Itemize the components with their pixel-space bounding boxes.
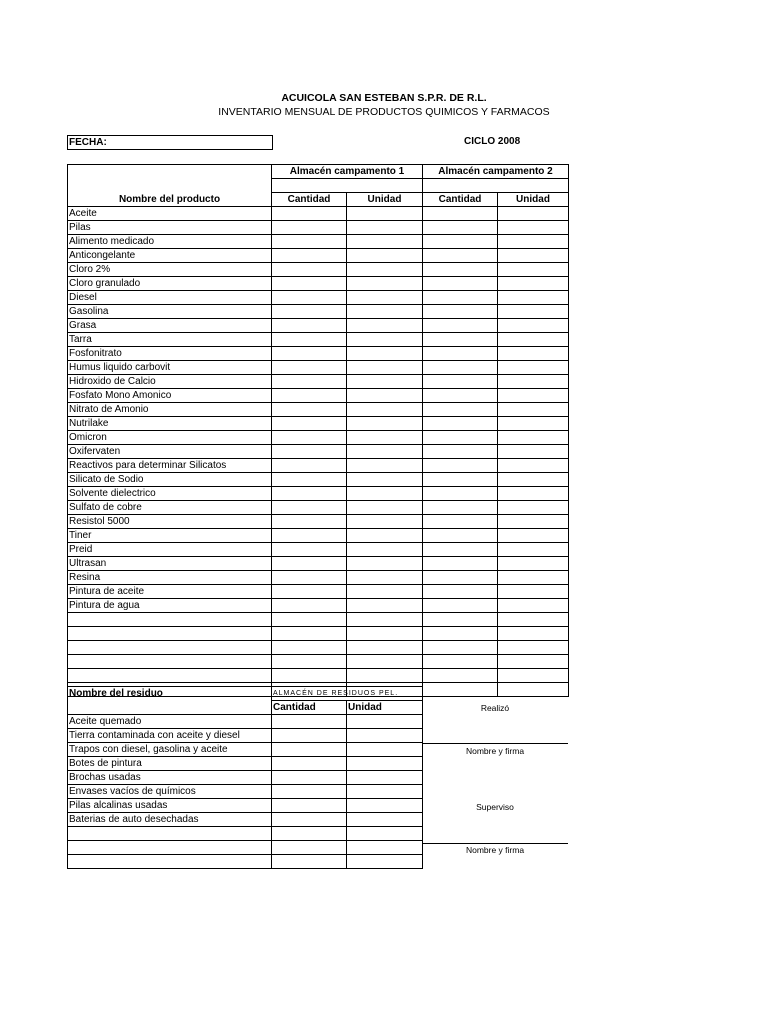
w2-unit-cell[interactable] <box>498 431 569 445</box>
w1-unit-cell[interactable] <box>347 585 423 599</box>
w1-unit-cell[interactable] <box>347 235 423 249</box>
w1-unit-cell[interactable] <box>347 361 423 375</box>
product-name-cell: Fosfonitrato <box>68 347 272 361</box>
residue-row <box>68 827 423 841</box>
product-name-cell: Nutrilake <box>68 417 272 431</box>
residue-row <box>68 855 423 869</box>
w2-unit-cell[interactable] <box>498 529 569 543</box>
nombre-firma-label-1: Nombre y firma <box>465 746 525 756</box>
w1-unit-cell[interactable] <box>347 543 423 557</box>
waste-table <box>67 686 423 869</box>
product-name-cell: Pintura de aceite <box>68 585 272 599</box>
product-row <box>68 655 569 669</box>
w2-unit-cell[interactable] <box>498 571 569 585</box>
product-name-cell: Ultrasan <box>68 557 272 571</box>
product-row <box>68 361 569 375</box>
residue-name-cell <box>68 827 272 841</box>
w1-unit-cell[interactable] <box>347 389 423 403</box>
product-row <box>68 557 569 571</box>
w1-quantity-cell[interactable] <box>272 641 347 655</box>
product-row <box>68 207 569 221</box>
product-name-cell: Cloro 2% <box>68 263 272 277</box>
w2-unit-cell[interactable] <box>498 319 569 333</box>
w2-quantity-cell[interactable] <box>423 291 498 305</box>
product-name-cell: Cloro granulado <box>68 277 272 291</box>
product-row <box>68 669 569 683</box>
product-row <box>68 459 569 473</box>
w2-quantity-cell[interactable] <box>423 557 498 571</box>
w2-quantity-cell[interactable] <box>423 333 498 347</box>
residue-name-cell: Brochas usadas <box>68 771 272 785</box>
fecha-field[interactable]: FECHA: <box>67 135 273 150</box>
residue-name-cell: Baterias de auto desechadas <box>68 813 272 827</box>
waste-quantity-cell[interactable] <box>272 743 347 757</box>
product-name-cell <box>68 655 272 669</box>
w1-unit-cell[interactable] <box>347 599 423 613</box>
residue-row <box>68 729 423 743</box>
product-row <box>68 571 569 585</box>
w2-unit-cell[interactable] <box>498 669 569 683</box>
residue-row <box>68 799 423 813</box>
w2-quantity-cell[interactable] <box>423 473 498 487</box>
w2-unit-cell[interactable] <box>498 627 569 641</box>
w2-unit-cell[interactable] <box>498 221 569 235</box>
w1-unit-cell[interactable] <box>347 277 423 291</box>
w1-unit-cell[interactable] <box>347 655 423 669</box>
w2-quantity-cell[interactable] <box>423 529 498 543</box>
product-row <box>68 543 569 557</box>
product-name-cell: Tarra <box>68 333 272 347</box>
w2-unit-cell[interactable] <box>498 417 569 431</box>
nombre-firma-label-2: Nombre y firma <box>465 845 525 855</box>
product-row <box>68 599 569 613</box>
w2-quantity-cell[interactable] <box>423 403 498 417</box>
w2-unit-cell[interactable] <box>498 655 569 669</box>
w2-unit-header: Unidad <box>498 193 569 207</box>
waste-unit-cell[interactable] <box>347 729 423 743</box>
product-name-cell: Omicron <box>68 431 272 445</box>
w1-quantity-header: Cantidad <box>272 193 347 207</box>
residue-name-cell: Aceite quemado <box>68 715 272 729</box>
product-row <box>68 473 569 487</box>
residue-column-header: Nombre del residuo <box>68 687 272 715</box>
warehouse-1-header: Almacén campamento 1 <box>272 165 423 179</box>
product-row <box>68 263 569 277</box>
w1-quantity-cell[interactable] <box>272 459 347 473</box>
product-name-cell: Pintura de agua <box>68 599 272 613</box>
w1-quantity-cell[interactable] <box>272 389 347 403</box>
w2-quantity-cell[interactable] <box>423 389 498 403</box>
w1-quantity-cell[interactable] <box>272 571 347 585</box>
waste-quantity-cell[interactable] <box>272 785 347 799</box>
w2-unit-cell[interactable] <box>498 501 569 515</box>
w2-quantity-cell[interactable] <box>423 263 498 277</box>
product-name-cell: Alimento medicado <box>68 235 272 249</box>
waste-storage-header: ALMACÉN DE RESIDUOS PEL. <box>272 687 423 701</box>
w1-quantity-cell[interactable] <box>272 543 347 557</box>
waste-unit-cell[interactable] <box>347 757 423 771</box>
product-row <box>68 249 569 263</box>
product-name-cell: Reactivos para determinar Silicatos <box>68 459 272 473</box>
w1-unit-cell[interactable] <box>347 627 423 641</box>
w2-quantity-cell[interactable] <box>423 431 498 445</box>
product-row <box>68 389 569 403</box>
w2-unit-cell[interactable] <box>498 459 569 473</box>
product-name-cell: Tiner <box>68 529 272 543</box>
w1-quantity-cell[interactable] <box>272 599 347 613</box>
w1-unit-cell[interactable] <box>347 571 423 585</box>
w2-unit-cell[interactable] <box>498 585 569 599</box>
w1-unit-cell[interactable] <box>347 529 423 543</box>
products-table <box>67 164 569 697</box>
w2-quantity-cell[interactable] <box>423 207 498 221</box>
product-name-cell <box>68 641 272 655</box>
waste-unit-cell[interactable] <box>347 771 423 785</box>
w2-quantity-cell[interactable] <box>423 599 498 613</box>
product-row <box>68 501 569 515</box>
document-subtitle: INVENTARIO MENSUAL DE PRODUCTOS QUIMICOS Y FARMACOS <box>218 106 550 118</box>
w2-quantity-cell[interactable] <box>423 445 498 459</box>
warehouse-2-header: Almacén campamento 2 <box>423 165 569 179</box>
residue-name-cell: Pilas alcalinas usadas <box>68 799 272 813</box>
product-row <box>68 445 569 459</box>
product-name-cell: Resistol 5000 <box>68 515 272 529</box>
w1-unit-cell[interactable] <box>347 319 423 333</box>
residue-name-cell: Botes de pintura <box>68 757 272 771</box>
w1-unit-cell[interactable] <box>347 515 423 529</box>
w2-quantity-cell[interactable] <box>423 571 498 585</box>
w2-quantity-cell[interactable] <box>423 641 498 655</box>
waste-unit-cell[interactable] <box>347 715 423 729</box>
w2-quantity-cell[interactable] <box>423 459 498 473</box>
w1-quantity-cell[interactable] <box>272 263 347 277</box>
w2-quantity-cell[interactable] <box>423 235 498 249</box>
w1-quantity-cell[interactable] <box>272 291 347 305</box>
product-name-cell: Gasolina <box>68 305 272 319</box>
w1-unit-cell[interactable] <box>347 487 423 501</box>
w2-unit-cell[interactable] <box>498 613 569 627</box>
w1-quantity-cell[interactable] <box>272 613 347 627</box>
w1-quantity-cell[interactable] <box>272 515 347 529</box>
waste-unit-cell[interactable] <box>347 827 423 841</box>
w2-quantity-cell[interactable] <box>423 249 498 263</box>
realizo-signature-line <box>422 743 568 744</box>
w2-quantity-cell[interactable] <box>423 627 498 641</box>
product-row <box>68 613 569 627</box>
w2-unit-cell[interactable] <box>498 515 569 529</box>
w1-unit-cell[interactable] <box>347 669 423 683</box>
warehouse-2-spacer <box>423 179 569 193</box>
product-name-cell: Pilas <box>68 221 272 235</box>
waste-unit-cell[interactable] <box>347 799 423 813</box>
w1-quantity-cell[interactable] <box>272 655 347 669</box>
realizo-label: Realizó <box>480 703 510 713</box>
product-row <box>68 515 569 529</box>
waste-quantity-cell[interactable] <box>272 729 347 743</box>
residue-row <box>68 841 423 855</box>
w1-quantity-cell[interactable] <box>272 557 347 571</box>
w1-unit-cell[interactable] <box>347 291 423 305</box>
product-name-cell: Fosfato Mono Amonico <box>68 389 272 403</box>
residue-row <box>68 785 423 799</box>
superviso-signature-line <box>422 843 568 844</box>
w2-quantity-cell[interactable] <box>423 515 498 529</box>
warehouse-1-spacer <box>272 179 423 193</box>
w1-unit-cell[interactable] <box>347 459 423 473</box>
w1-unit-cell[interactable] <box>347 333 423 347</box>
w1-quantity-cell[interactable] <box>272 319 347 333</box>
product-name-cell: Preid <box>68 543 272 557</box>
residue-row <box>68 771 423 785</box>
waste-unit-header: Unidad <box>347 701 423 715</box>
w1-quantity-cell[interactable] <box>272 501 347 515</box>
w1-unit-header: Unidad <box>347 193 423 207</box>
w1-quantity-cell[interactable] <box>272 431 347 445</box>
w1-unit-cell[interactable] <box>347 431 423 445</box>
product-name-cell: Diesel <box>68 291 272 305</box>
w1-unit-cell[interactable] <box>347 375 423 389</box>
w1-quantity-cell[interactable] <box>272 529 347 543</box>
product-row <box>68 529 569 543</box>
ciclo-label: CICLO 2008 <box>464 136 521 147</box>
w1-unit-cell[interactable] <box>347 613 423 627</box>
w2-unit-cell[interactable] <box>498 305 569 319</box>
w1-quantity-cell[interactable] <box>272 487 347 501</box>
w2-quantity-cell[interactable] <box>423 487 498 501</box>
w1-quantity-cell[interactable] <box>272 221 347 235</box>
w1-quantity-cell[interactable] <box>272 347 347 361</box>
product-row <box>68 375 569 389</box>
w2-unit-cell[interactable] <box>498 599 569 613</box>
w2-unit-cell[interactable] <box>498 277 569 291</box>
w2-unit-cell[interactable] <box>498 235 569 249</box>
product-name-cell <box>68 669 272 683</box>
w1-quantity-cell[interactable] <box>272 627 347 641</box>
waste-quantity-cell[interactable] <box>272 799 347 813</box>
w2-quantity-cell[interactable] <box>423 305 498 319</box>
w1-quantity-cell[interactable] <box>272 277 347 291</box>
product-row <box>68 221 569 235</box>
w1-quantity-cell[interactable] <box>272 445 347 459</box>
waste-quantity-header: Cantidad <box>272 701 347 715</box>
waste-quantity-cell[interactable] <box>272 757 347 771</box>
product-name-cell: Anticongelante <box>68 249 272 263</box>
product-name-cell <box>68 627 272 641</box>
w1-unit-cell[interactable] <box>347 417 423 431</box>
product-name-cell: Grasa <box>68 319 272 333</box>
product-row <box>68 487 569 501</box>
product-name-cell: Aceite <box>68 207 272 221</box>
product-name-cell: Solvente dielectrico <box>68 487 272 501</box>
product-name-cell: Hidroxido de Calcio <box>68 375 272 389</box>
waste-unit-cell[interactable] <box>347 813 423 827</box>
w2-quantity-cell[interactable] <box>423 501 498 515</box>
w1-quantity-cell[interactable] <box>272 417 347 431</box>
w2-unit-cell[interactable] <box>498 403 569 417</box>
residue-row <box>68 715 423 729</box>
product-row <box>68 305 569 319</box>
w1-quantity-cell[interactable] <box>272 361 347 375</box>
w1-unit-cell[interactable] <box>347 263 423 277</box>
product-row <box>68 641 569 655</box>
product-name-cell: Silicato de Sodio <box>68 473 272 487</box>
w1-quantity-cell[interactable] <box>272 207 347 221</box>
w2-quantity-cell[interactable] <box>423 655 498 669</box>
residue-row <box>68 757 423 771</box>
w2-unit-cell[interactable] <box>498 473 569 487</box>
product-row <box>68 347 569 361</box>
w2-unit-cell[interactable] <box>498 207 569 221</box>
waste-unit-cell[interactable] <box>347 785 423 799</box>
residue-name-cell: Envases vacíos de químicos <box>68 785 272 799</box>
w2-unit-cell[interactable] <box>498 361 569 375</box>
w1-unit-cell[interactable] <box>347 557 423 571</box>
w2-unit-cell[interactable] <box>498 333 569 347</box>
product-row <box>68 277 569 291</box>
w2-unit-cell[interactable] <box>498 249 569 263</box>
waste-unit-cell[interactable] <box>347 841 423 855</box>
w2-quantity-cell[interactable] <box>423 543 498 557</box>
w1-unit-cell[interactable] <box>347 347 423 361</box>
w2-unit-cell[interactable] <box>498 389 569 403</box>
w1-quantity-cell[interactable] <box>272 473 347 487</box>
w2-quantity-cell[interactable] <box>423 347 498 361</box>
w2-unit-cell[interactable] <box>498 557 569 571</box>
w1-unit-cell[interactable] <box>347 501 423 515</box>
residue-name-cell <box>68 841 272 855</box>
waste-quantity-cell[interactable] <box>272 855 347 869</box>
product-row <box>68 235 569 249</box>
product-name-cell <box>68 613 272 627</box>
residue-row <box>68 813 423 827</box>
w1-quantity-cell[interactable] <box>272 249 347 263</box>
waste-unit-cell[interactable] <box>347 743 423 757</box>
w2-unit-cell[interactable] <box>498 347 569 361</box>
product-name-cell: Resina <box>68 571 272 585</box>
w2-quantity-cell[interactable] <box>423 375 498 389</box>
product-column-header: Nombre del producto <box>68 165 272 207</box>
w1-quantity-cell[interactable] <box>272 585 347 599</box>
w2-quantity-cell[interactable] <box>423 319 498 333</box>
product-name-cell: Nitrato de Amonio <box>68 403 272 417</box>
w2-quantity-cell[interactable] <box>423 221 498 235</box>
residue-name-cell: Trapos con diesel, gasolina y aceite <box>68 743 272 757</box>
w1-unit-cell[interactable] <box>347 249 423 263</box>
residue-name-cell <box>68 855 272 869</box>
w1-quantity-cell[interactable] <box>272 235 347 249</box>
residue-row <box>68 743 423 757</box>
product-name-cell: Sulfato de cobre <box>68 501 272 515</box>
w2-quantity-cell[interactable] <box>423 361 498 375</box>
w2-quantity-cell[interactable] <box>423 613 498 627</box>
company-title: ACUICOLA SAN ESTEBAN S.P.R. DE R.L. <box>281 92 487 104</box>
w2-quantity-cell[interactable] <box>423 277 498 291</box>
w2-quantity-cell[interactable] <box>423 417 498 431</box>
w1-quantity-cell[interactable] <box>272 375 347 389</box>
w2-unit-cell[interactable] <box>498 641 569 655</box>
product-row <box>68 403 569 417</box>
w2-quantity-cell[interactable] <box>423 585 498 599</box>
product-name-cell: Humus liquido carbovit <box>68 361 272 375</box>
waste-quantity-cell[interactable] <box>272 715 347 729</box>
waste-quantity-cell[interactable] <box>272 813 347 827</box>
w1-quantity-cell[interactable] <box>272 305 347 319</box>
w2-unit-cell[interactable] <box>498 683 569 697</box>
w2-quantity-header: Cantidad <box>423 193 498 207</box>
w2-unit-cell[interactable] <box>498 375 569 389</box>
w1-unit-cell[interactable] <box>347 641 423 655</box>
w2-unit-cell[interactable] <box>498 263 569 277</box>
w1-quantity-cell[interactable] <box>272 403 347 417</box>
w1-unit-cell[interactable] <box>347 445 423 459</box>
waste-quantity-cell[interactable] <box>272 771 347 785</box>
w1-quantity-cell[interactable] <box>272 669 347 683</box>
w2-quantity-cell[interactable] <box>423 669 498 683</box>
product-row <box>68 627 569 641</box>
residue-name-cell: Tierra contaminada con aceite y diesel <box>68 729 272 743</box>
w1-unit-cell[interactable] <box>347 473 423 487</box>
waste-quantity-cell[interactable] <box>272 827 347 841</box>
waste-quantity-cell[interactable] <box>272 841 347 855</box>
product-row <box>68 431 569 445</box>
w2-unit-cell[interactable] <box>498 487 569 501</box>
product-row <box>68 417 569 431</box>
w1-unit-cell[interactable] <box>347 305 423 319</box>
w2-quantity-cell[interactable] <box>423 683 498 697</box>
w1-quantity-cell[interactable] <box>272 333 347 347</box>
superviso-label: Superviso <box>476 802 514 812</box>
product-row <box>68 319 569 333</box>
w1-unit-cell[interactable] <box>347 403 423 417</box>
product-row <box>68 585 569 599</box>
product-row <box>68 333 569 347</box>
w1-unit-cell[interactable] <box>347 207 423 221</box>
w2-unit-cell[interactable] <box>498 445 569 459</box>
product-name-cell: Oxifervaten <box>68 445 272 459</box>
product-row <box>68 291 569 305</box>
w2-unit-cell[interactable] <box>498 543 569 557</box>
w1-unit-cell[interactable] <box>347 221 423 235</box>
waste-unit-cell[interactable] <box>347 855 423 869</box>
w2-unit-cell[interactable] <box>498 291 569 305</box>
